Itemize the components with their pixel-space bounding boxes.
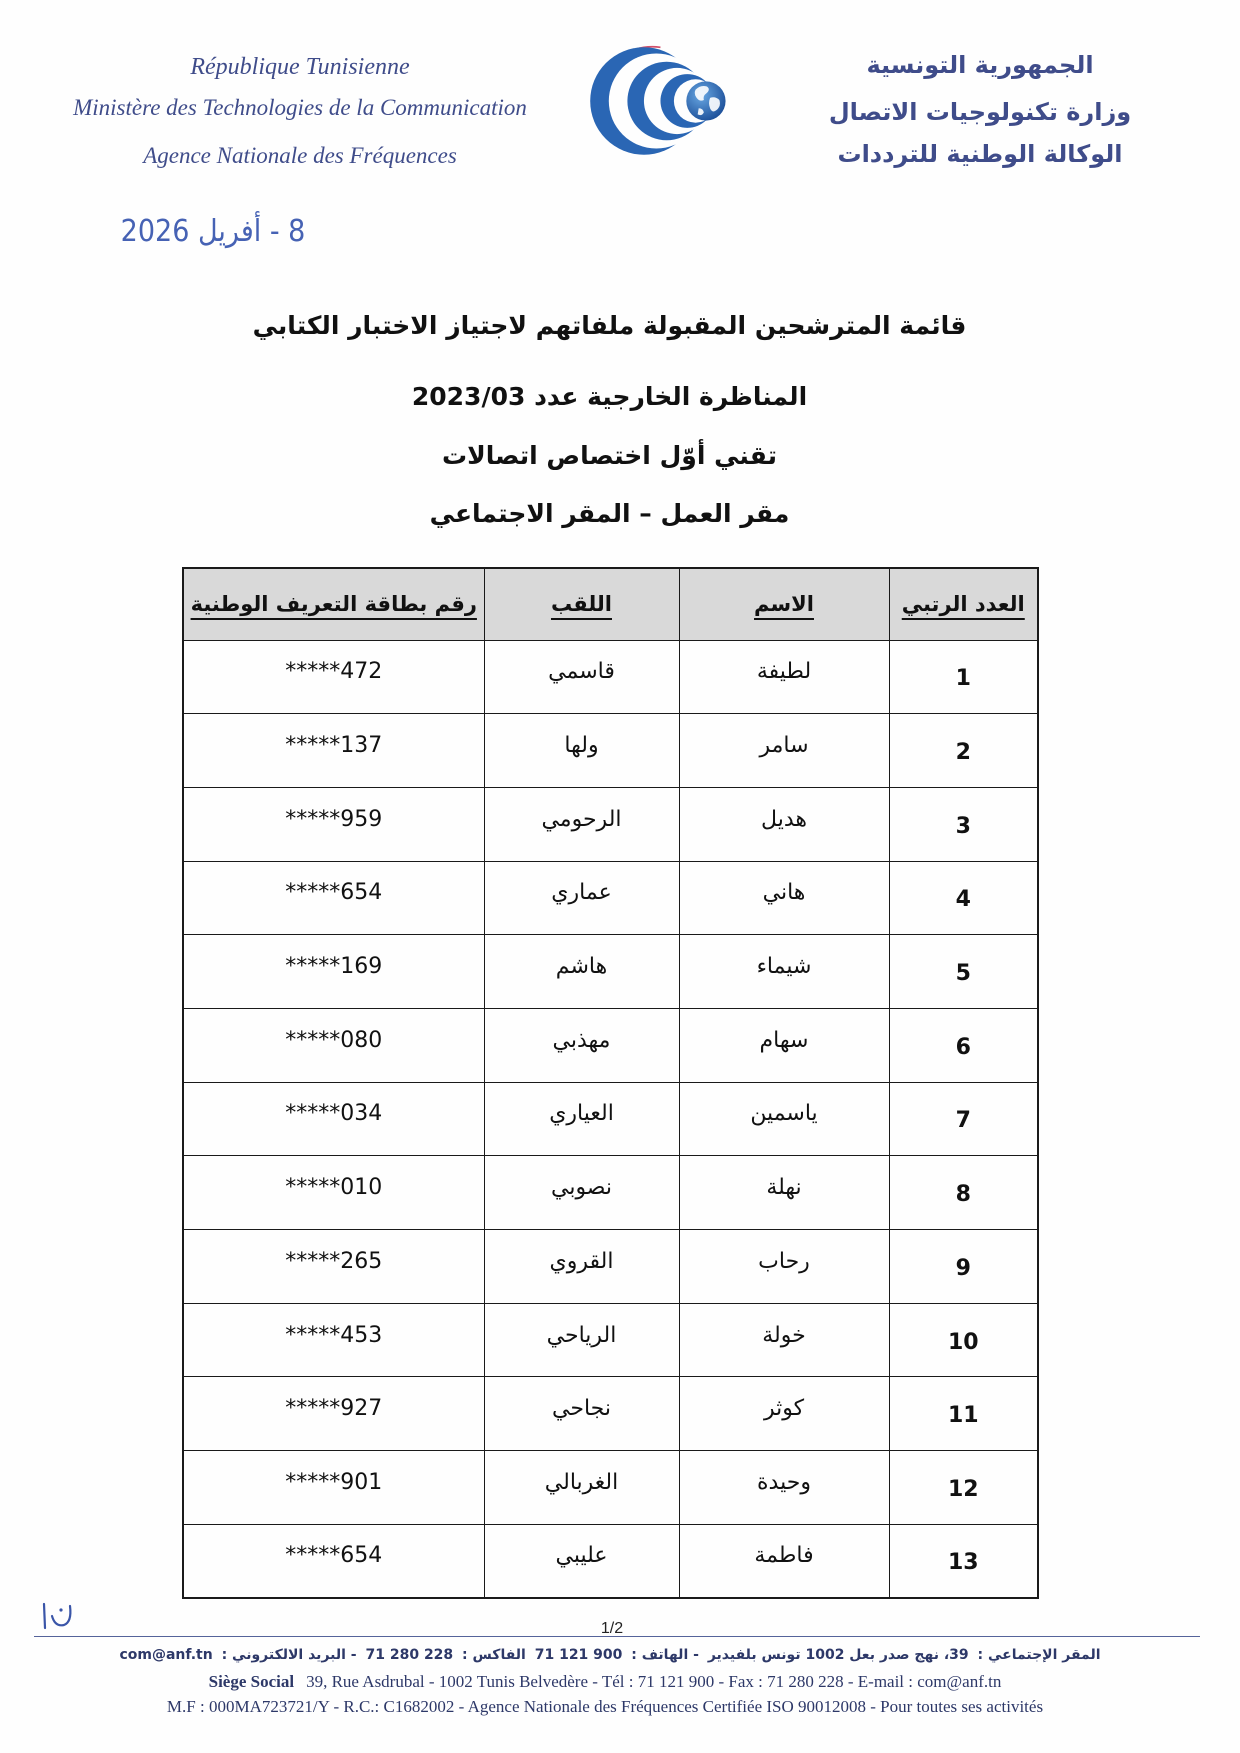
header-fr-ministry: Ministère des Technologies de la Communication xyxy=(73,95,527,120)
first-name-cell: كوثر xyxy=(679,1377,889,1451)
rank-cell: 7 xyxy=(889,1082,1038,1156)
last-name-cell: مهذبي xyxy=(484,1008,679,1082)
national-id-cell: *****901 xyxy=(183,1451,484,1525)
rank-cell: 10 xyxy=(889,1303,1038,1377)
first-name-cell: لطيفة xyxy=(679,640,889,714)
first-name-cell: خولة xyxy=(679,1303,889,1377)
footer-ar-fax-label: الفاكس : xyxy=(462,1647,526,1663)
last-name-cell: الغربالي xyxy=(484,1451,679,1525)
page-number: 1/2 xyxy=(600,1620,624,1637)
rank-cell: 12 xyxy=(889,1451,1038,1525)
last-name-cell: عماري xyxy=(484,861,679,935)
table-row xyxy=(183,714,1038,788)
last-name-cell: القروي xyxy=(484,1230,679,1304)
footer-address-fr xyxy=(25,1671,1185,1693)
rank-cell: 8 xyxy=(889,1156,1038,1230)
first-name-cell: سامر xyxy=(679,714,889,788)
last-name-cell: قاسمي xyxy=(484,640,679,714)
last-name-cell: نصوبي xyxy=(484,1156,679,1230)
rank-cell: 4 xyxy=(889,861,1038,935)
footer-ar-address-label: المقر الإجتماعي : xyxy=(977,1647,1101,1663)
national-id-cell: *****654 xyxy=(183,861,484,935)
national-id-cell: *****265 xyxy=(183,1230,484,1304)
last-name-cell: عليبي xyxy=(484,1524,679,1598)
last-name-cell: الرحومي xyxy=(484,787,679,861)
header-ar-republic: الجمهورية التونسية xyxy=(866,51,1094,79)
table-header-row xyxy=(183,568,1038,640)
table-row xyxy=(183,787,1038,861)
rank-cell: 13 xyxy=(889,1524,1038,1598)
national-id-cell: *****080 xyxy=(183,1008,484,1082)
last-name-cell: العياري xyxy=(484,1082,679,1156)
table-row xyxy=(183,1082,1038,1156)
footer-ar-phone-label: - الهاتف : xyxy=(631,1647,699,1663)
handwritten-initials xyxy=(36,1598,78,1636)
national-id-cell: *****010 xyxy=(183,1156,484,1230)
table-row xyxy=(183,640,1038,714)
footer-ar-fax: 71 280 228 xyxy=(365,1647,454,1663)
anf-globe-logo-icon xyxy=(584,44,739,158)
first-name-cell: فاطمة xyxy=(679,1524,889,1598)
candidates-table xyxy=(182,567,1039,1599)
footer-ar-email-label: - البريد الالكتروني : xyxy=(221,1647,357,1663)
header-fr-agency: Agence Nationale des Fréquences xyxy=(143,143,457,168)
footer-siege-text: 39, Rue Asdrubal - 1002 Tunis Belvedère - Tél : 71 121 900 - Fax : 71 280 228 - E-mail : com@anf.tn xyxy=(306,1672,1002,1691)
table-row xyxy=(183,1156,1038,1230)
date-stamp: 8 - أفريل 2026 xyxy=(120,214,306,249)
header-ar-ministry: وزارة تكنولوجيات الاتصال xyxy=(828,98,1132,126)
footer-address-ar xyxy=(30,1644,1190,1666)
position-title: تقني أوّل اختصاص اتصالات xyxy=(442,441,777,470)
footer-siege-label: Siège Social xyxy=(208,1672,295,1691)
first-name-cell: وحيدة xyxy=(679,1451,889,1525)
footer-legal-info: M.F : 000MA723721/Y - R.C.: C1682002 - Agence Nationale des Fréquences Certifiée ISO 90012008 - Pour toutes ses activités xyxy=(166,1697,1044,1716)
last-name-cell: نجاحي xyxy=(484,1377,679,1451)
last-name-cell: ولها xyxy=(484,714,679,788)
rank-cell: 6 xyxy=(889,1008,1038,1082)
last-name-cell: الرياحي xyxy=(484,1303,679,1377)
work-location: مقر العمل – المقر الاجتماعي xyxy=(429,499,790,528)
table-row xyxy=(183,861,1038,935)
national-id-cell: *****453 xyxy=(183,1303,484,1377)
table-row xyxy=(183,1451,1038,1525)
first-name-cell: ياسمين xyxy=(679,1082,889,1156)
national-id-cell: *****959 xyxy=(183,787,484,861)
rank-cell: 5 xyxy=(889,935,1038,1009)
first-name-cell: هاني xyxy=(679,861,889,935)
national-id-cell: *****472 xyxy=(183,640,484,714)
first-name-cell: سهام xyxy=(679,1008,889,1082)
header-national-id: رقم بطاقة التعريف الوطنية xyxy=(183,568,484,640)
table-row xyxy=(183,1230,1038,1304)
header-first-name: الاسم xyxy=(679,568,889,640)
header-last-name: اللقب xyxy=(484,568,679,640)
rank-cell: 1 xyxy=(889,640,1038,714)
first-name-cell: نهلة xyxy=(679,1156,889,1230)
table-row xyxy=(183,1377,1038,1451)
national-id-cell: *****927 xyxy=(183,1377,484,1451)
table-row xyxy=(183,1303,1038,1377)
footer-ar-phone: 71 121 900 xyxy=(534,1647,623,1663)
national-id-cell: *****169 xyxy=(183,935,484,1009)
competition-number: المناظرة الخارجية عدد 2023/03 xyxy=(411,382,808,411)
table-row xyxy=(183,1524,1038,1598)
national-id-cell: *****137 xyxy=(183,714,484,788)
national-id-cell: *****654 xyxy=(183,1524,484,1598)
first-name-cell: شيماء xyxy=(679,935,889,1009)
national-id-cell: *****034 xyxy=(183,1082,484,1156)
document-title: قائمة المترشحين المقبولة ملفاتهم لاجتياز الاختبار الكتابي xyxy=(252,311,967,340)
table-row xyxy=(183,935,1038,1009)
rank-cell: 11 xyxy=(889,1377,1038,1451)
table-header xyxy=(183,568,1038,640)
header-ar-agency: الوكالة الوطنية للترددات xyxy=(837,140,1123,168)
rank-cell: 2 xyxy=(889,714,1038,788)
first-name-cell: هديل xyxy=(679,787,889,861)
last-name-cell: هاشم xyxy=(484,935,679,1009)
rank-cell: 9 xyxy=(889,1230,1038,1304)
rank-cell: 3 xyxy=(889,787,1038,861)
footer-ar-address: 39، نهج صدر بعل 1002 تونس بلفيدير xyxy=(707,1647,969,1663)
footer-divider xyxy=(34,1636,1200,1637)
table-row xyxy=(183,1008,1038,1082)
header-rank: العدد الرتبي xyxy=(889,568,1038,640)
first-name-cell: رحاب xyxy=(679,1230,889,1304)
header-fr-republic: République Tunisienne xyxy=(190,54,410,80)
candidates-table-body xyxy=(183,640,1038,1598)
footer-ar-email: com@anf.tn xyxy=(119,1647,213,1663)
